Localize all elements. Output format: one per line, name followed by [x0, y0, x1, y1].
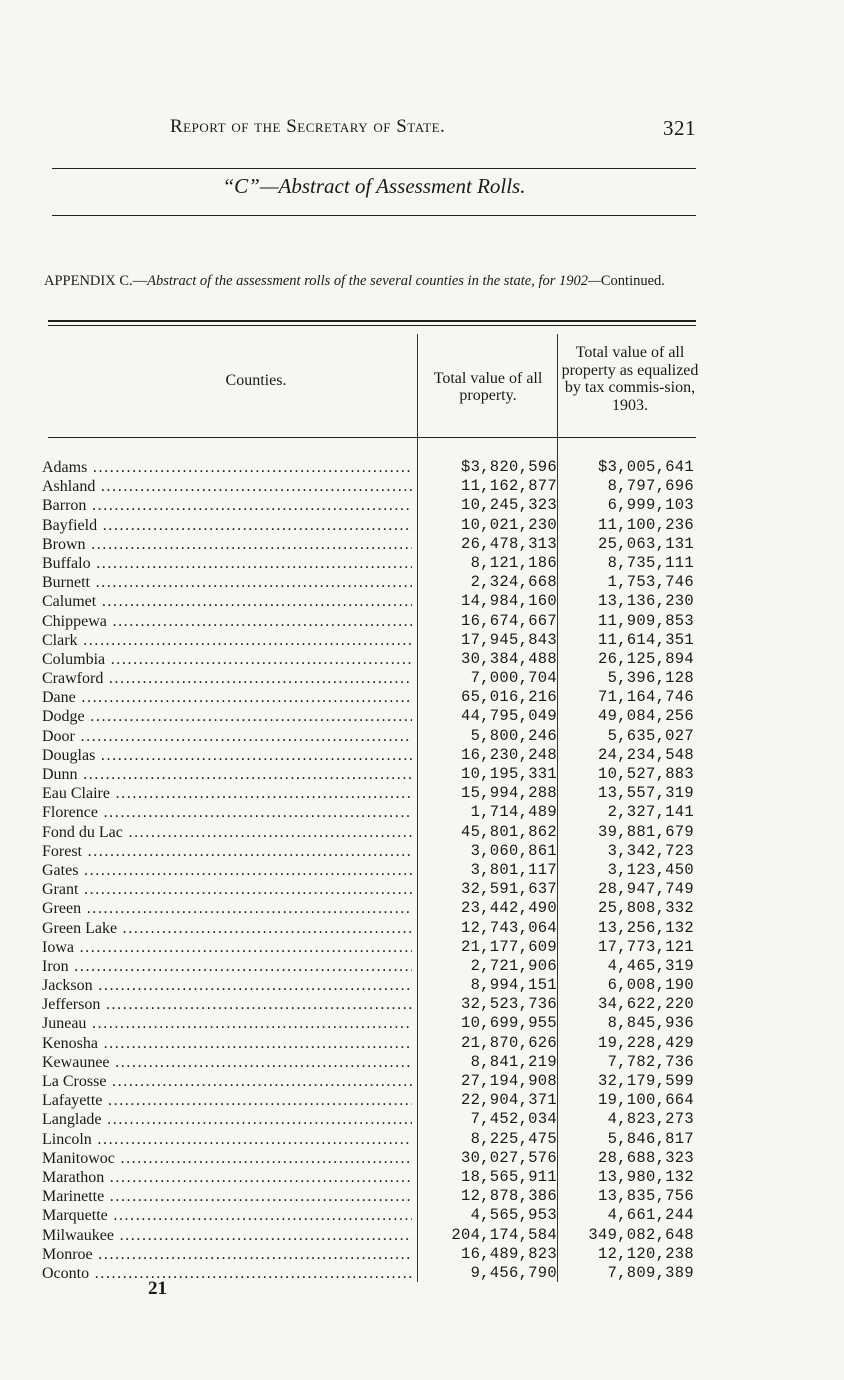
equalized-value-cell: 19,228,429 [597, 1033, 694, 1052]
county-name: Columbia ..... [42, 650, 412, 669]
column-header-total-value: Total value of all property. [433, 370, 543, 404]
total-value-cell: 8,121,186 [470, 553, 557, 572]
county-name: Eau Claire ..... [42, 784, 412, 803]
section-title: “C”—Abstract of Assessment Rolls. [222, 174, 526, 198]
total-value-cell: 10,245,323 [460, 496, 557, 515]
county-name: Brown ..... [42, 535, 412, 554]
table-row [36, 765, 700, 784]
equalized-value-cell: 17,773,121 [597, 937, 694, 956]
county-name: Marinette ..... [42, 1187, 412, 1206]
total-value-cell: 16,674,667 [460, 611, 557, 630]
equalized-value-cell: 32,179,599 [597, 1072, 694, 1090]
county-name: Ashland ..... [42, 477, 412, 496]
table-row [36, 727, 700, 746]
caption-italic: Abstract of the assessment rolls of the several counties in the state, for 1902— [147, 273, 601, 289]
table-row [36, 995, 700, 1014]
equalized-value-cell: $3,005,641 [597, 458, 694, 476]
total-value-cell: 27,194,908 [460, 1072, 557, 1090]
county-name: Florence ..... [42, 803, 412, 822]
county-name: Jefferson ..... [42, 995, 412, 1014]
table-row [36, 688, 700, 707]
equalized-value-cell: 28,947,749 [597, 880, 694, 899]
equalized-value-cell: 28,688,323 [597, 1148, 694, 1167]
county-name: Grant ..... [42, 880, 412, 899]
equalized-value-cell: 3,123,450 [607, 860, 694, 879]
header-rule [48, 320, 696, 322]
equalized-value-cell: 6,999,103 [607, 496, 694, 515]
column-header-counties: Counties. [225, 372, 287, 389]
equalized-value-cell: 12,120,238 [597, 1244, 694, 1263]
table-row [36, 612, 700, 631]
total-value-cell: 45,801,862 [460, 822, 557, 841]
section-rule [52, 215, 696, 216]
table-row [36, 976, 700, 995]
total-value-cell: 22,904,371 [460, 1091, 557, 1110]
total-value-cell: 16,230,248 [460, 745, 557, 764]
table-row [36, 516, 700, 535]
table-row [36, 458, 700, 477]
total-value-cell: 11,162,877 [460, 477, 557, 496]
table-row [36, 535, 700, 554]
table-row [36, 899, 700, 918]
table-row [36, 880, 700, 899]
equalized-value-cell: 3,342,723 [607, 841, 694, 860]
county-name: Marquette ..... [42, 1206, 412, 1225]
total-value-cell: 2,721,906 [470, 956, 557, 975]
table-row [36, 957, 700, 976]
equalized-value-cell: 5,396,128 [607, 669, 694, 688]
table-row [36, 669, 700, 688]
county-name: Chippewa ..... [42, 612, 412, 631]
table-row [36, 707, 700, 726]
county-name: Fond du Lac ..... [42, 823, 412, 842]
table-body [36, 458, 700, 1283]
equalized-value-cell: 5,635,027 [607, 726, 694, 745]
page-number: 321 [663, 116, 696, 140]
county-name: Calumet ..... [42, 592, 412, 611]
equalized-value-cell: 5,846,817 [607, 1129, 694, 1148]
table-row [36, 1034, 700, 1053]
equalized-value-cell: 13,557,319 [597, 784, 694, 803]
county-name: Monroe ..... [42, 1245, 412, 1264]
total-value-cell: 23,442,490 [460, 899, 557, 918]
table-row [36, 746, 700, 765]
county-name: Iowa ..... [42, 938, 412, 957]
equalized-value-cell: 2,327,141 [607, 803, 694, 822]
total-value-cell: 65,016,216 [460, 688, 557, 707]
equalized-value-cell: 13,136,230 [597, 592, 694, 611]
table-row [36, 1072, 700, 1091]
column-header-equalized: Total value of all property as equalized by tax commis-sion, 1903. [561, 344, 699, 414]
total-value-cell: 10,021,230 [460, 515, 557, 534]
county-name: Kewaunee ..... [42, 1053, 412, 1072]
total-value-cell: $3,820,596 [460, 458, 557, 476]
total-value-cell: 21,177,609 [460, 937, 557, 956]
total-value-cell: 30,384,488 [460, 649, 557, 668]
header-rule [48, 325, 696, 326]
table-row [36, 1264, 700, 1283]
total-value-cell: 2,324,668 [470, 573, 557, 592]
total-value-cell: 32,523,736 [460, 995, 557, 1014]
total-value-cell: 10,699,955 [460, 1014, 557, 1033]
total-value-cell: 3,060,861 [470, 841, 557, 860]
equalized-value-cell: 39,881,679 [597, 822, 694, 841]
table-row [36, 1187, 700, 1206]
equalized-value-cell: 8,735,111 [607, 553, 694, 572]
county-name: La Crosse ..... [42, 1072, 412, 1091]
equalized-value-cell: 11,100,236 [597, 515, 694, 534]
signature-mark: 21 [148, 1278, 167, 1299]
table-row [36, 842, 700, 861]
table-row [36, 861, 700, 880]
equalized-value-cell: 6,008,190 [607, 976, 694, 995]
equalized-value-cell: 11,909,853 [597, 611, 694, 630]
total-value-cell: 8,994,151 [470, 976, 557, 995]
county-name: Door ..... [42, 727, 412, 746]
equalized-value-cell: 10,527,883 [597, 765, 694, 783]
county-name: Jackson ..... [42, 976, 412, 995]
total-value-cell: 21,870,626 [460, 1033, 557, 1052]
equalized-value-cell: 4,661,244 [607, 1206, 694, 1225]
county-name: Barron ..... [42, 496, 412, 515]
total-value-cell: 17,945,843 [460, 630, 557, 649]
county-name: Bayfield ..... [42, 516, 412, 535]
county-name: Milwaukee ..... [42, 1226, 412, 1245]
equalized-value-cell: 19,100,664 [597, 1091, 694, 1110]
table-row [36, 823, 700, 842]
equalized-value-cell: 49,084,256 [597, 707, 694, 726]
county-name: Buffalo ..... [42, 554, 412, 573]
total-value-cell: 9,456,790 [470, 1263, 557, 1282]
county-name: Iron ..... [42, 957, 412, 976]
total-value-cell: 10,195,331 [460, 765, 557, 783]
county-name: Green ..... [42, 899, 412, 918]
equalized-value-cell: 7,782,736 [607, 1052, 694, 1071]
county-name: Gates ..... [42, 861, 412, 880]
equalized-value-cell: 4,823,273 [607, 1110, 694, 1129]
table-row [36, 1168, 700, 1187]
total-value-cell: 7,452,034 [470, 1110, 557, 1129]
total-value-cell: 5,800,246 [470, 726, 557, 745]
equalized-value-cell: 7,809,389 [607, 1263, 694, 1282]
equalized-value-cell: 11,614,351 [597, 630, 694, 649]
table-row [36, 573, 700, 592]
equalized-value-cell: 8,845,936 [607, 1014, 694, 1033]
county-name: Crawford ..... [42, 669, 412, 688]
table-row [36, 803, 700, 822]
table-row [36, 631, 700, 650]
equalized-value-cell: 349,082,648 [588, 1225, 694, 1244]
county-name: Burnett ..... [42, 573, 412, 592]
equalized-value-cell: 13,980,132 [597, 1167, 694, 1186]
table-row [36, 477, 700, 496]
table-row [36, 784, 700, 803]
equalized-value-cell: 13,835,756 [597, 1187, 694, 1206]
equalized-value-cell: 25,808,332 [597, 899, 694, 918]
equalized-value-cell: 71,164,746 [597, 688, 694, 707]
table-caption [44, 272, 700, 290]
total-value-cell: 3,801,117 [470, 860, 557, 879]
table-row [36, 1226, 700, 1245]
county-name: Manitowoc ..... [42, 1149, 412, 1168]
total-value-cell: 30,027,576 [460, 1148, 557, 1167]
county-name: Marathon ..... [42, 1168, 412, 1187]
table-row [36, 919, 700, 938]
total-value-cell: 15,994,288 [460, 784, 557, 803]
county-name: Forest ..... [42, 842, 412, 861]
table-row [36, 1014, 700, 1033]
county-name: Oconto ..... [42, 1264, 412, 1283]
total-value-cell: 12,743,064 [460, 918, 557, 937]
running-head-title: Report of the Secretary of State. [170, 116, 446, 137]
table-row [36, 1149, 700, 1168]
equalized-value-cell: 4,465,319 [607, 956, 694, 975]
table-row [36, 1245, 700, 1264]
total-value-cell: 18,565,911 [460, 1167, 557, 1186]
county-name: Langlade ..... [42, 1110, 412, 1129]
table-row [36, 496, 700, 515]
table-row [36, 650, 700, 669]
county-name: Lafayette ..... [42, 1091, 412, 1110]
caption-lead: APPENDIX C.— [44, 273, 148, 289]
county-name: Dunn ..... [42, 765, 412, 784]
county-name: Adams ..... [42, 458, 412, 477]
county-name: Green Lake ..... [42, 919, 412, 938]
total-value-cell: 14,984,160 [460, 592, 557, 611]
table-row [36, 1130, 700, 1149]
equalized-value-cell: 13,256,132 [597, 918, 694, 937]
total-value-cell: 12,878,386 [460, 1187, 557, 1206]
total-value-cell: 26,478,313 [460, 534, 557, 553]
county-name: Douglas ..... [42, 746, 412, 765]
total-value-cell: 16,489,823 [460, 1244, 557, 1263]
total-value-cell: 7,000,704 [470, 669, 557, 688]
table-row [36, 938, 700, 957]
total-value-cell: 4,565,953 [470, 1206, 557, 1225]
total-value-cell: 1,714,489 [470, 803, 557, 822]
table-row [36, 1206, 700, 1225]
county-name: Lincoln ..... [42, 1130, 412, 1149]
equalized-value-cell: 8,797,696 [607, 477, 694, 496]
total-value-cell: 8,841,219 [470, 1052, 557, 1071]
table-row [36, 1053, 700, 1072]
total-value-cell: 44,795,049 [460, 707, 557, 726]
caption-tail: Continued. [600, 273, 665, 289]
table-row [36, 1091, 700, 1110]
equalized-value-cell: 25,063,131 [597, 534, 694, 553]
table-row [36, 592, 700, 611]
total-value-cell: 204,174,584 [451, 1225, 557, 1244]
county-name: Dodge ..... [42, 707, 412, 726]
table-row [36, 554, 700, 573]
total-value-cell: 32,591,637 [460, 880, 557, 899]
county-name: Juneau ..... [42, 1014, 412, 1033]
total-value-cell: 8,225,475 [470, 1129, 557, 1148]
equalized-value-cell: 24,234,548 [597, 745, 694, 764]
table-row [36, 1110, 700, 1129]
county-name: Kenosha ..... [42, 1034, 412, 1053]
header-bottom-rule [48, 437, 696, 438]
equalized-value-cell: 26,125,894 [597, 649, 694, 668]
equalized-value-cell: 1,753,746 [607, 573, 694, 592]
county-name: Dane ..... [42, 688, 412, 707]
county-name: Clark ..... [42, 631, 412, 650]
equalized-value-cell: 34,622,220 [597, 995, 694, 1014]
top-rule [52, 168, 696, 169]
